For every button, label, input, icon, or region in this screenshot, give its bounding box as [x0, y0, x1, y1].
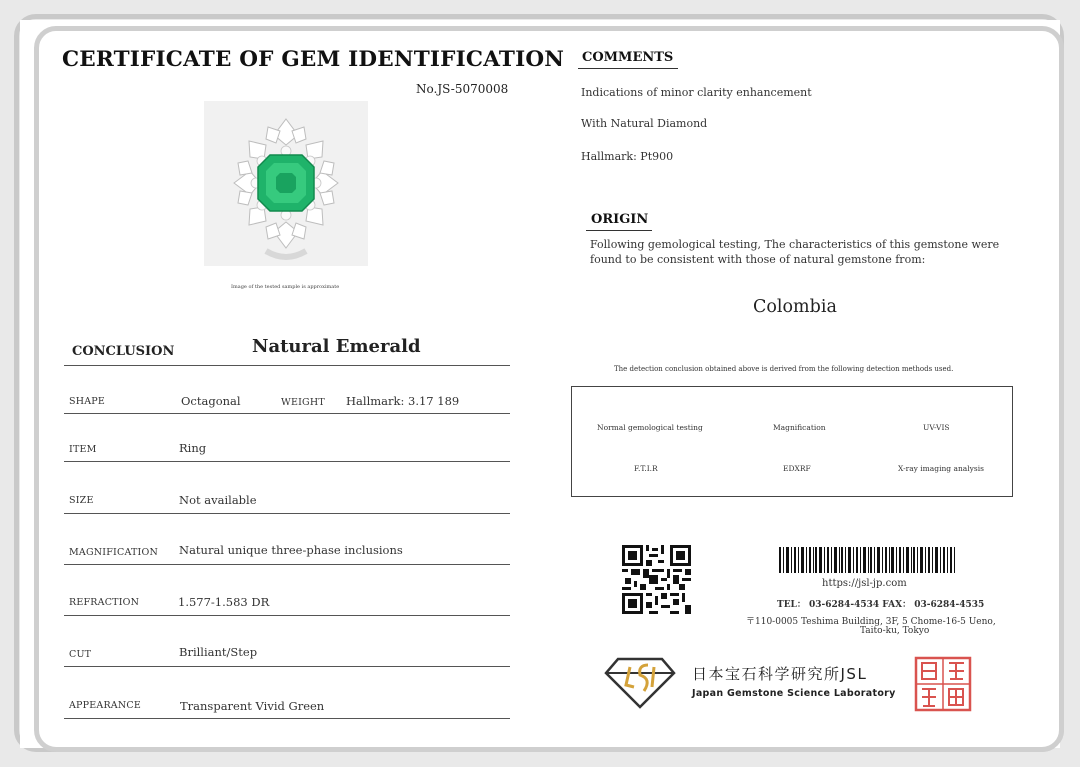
appearance-label: APPEARANCE — [69, 700, 141, 711]
divider — [64, 666, 510, 667]
qr-code[interactable] — [622, 545, 691, 614]
phone-fax: TEL： 03-6284-4534 FAX： 03-6284-4535 — [777, 600, 985, 610]
item-label: ITEM — [69, 444, 97, 455]
certificate-title: CERTIFICATE OF GEM IDENTIFICATION — [62, 47, 565, 72]
comments-heading: COMMENTS — [582, 50, 674, 65]
cut-value: Brilliant/Step — [179, 645, 258, 659]
divider — [64, 413, 510, 414]
magnification-value: Natural unique three-phase inclusions — [179, 543, 403, 557]
detection-note: The detection conclusion obtained above is derived from the following detection methods used. — [614, 365, 954, 373]
divider — [64, 461, 510, 462]
certificate-number: No.JS-5070008 — [416, 82, 509, 96]
website-link[interactable]: https://jsl-jp.com — [822, 578, 907, 589]
divider — [64, 564, 510, 565]
method-item: UV-VIS — [923, 423, 950, 432]
size-label: SIZE — [69, 495, 94, 506]
size-value: Not available — [179, 493, 257, 507]
divider — [64, 513, 510, 514]
shape-value: Octagonal — [181, 394, 241, 408]
detection-methods-box — [571, 386, 1013, 497]
comment-line: Indications of minor clarity enhancement — [581, 86, 812, 99]
ring-photo — [204, 101, 368, 266]
comment-line: Hallmark: Pt900 — [581, 150, 674, 163]
divider — [64, 615, 510, 616]
origin-text: Following gemological testing, The characteristics of this gemstone were — [590, 238, 1000, 251]
weight-value: Hallmark: 3.17 189 — [346, 394, 460, 408]
origin-heading: ORIGIN — [591, 212, 649, 227]
barcode — [779, 547, 955, 573]
refraction-label: REFRACTION — [69, 597, 140, 608]
magnification-label: MAGNIFICATION — [69, 547, 158, 558]
lab-name-jp: 日本宝石科学研究所JSL — [692, 665, 868, 683]
method-item: EDXRF — [783, 464, 811, 473]
lab-name-en: Japan Gemstone Science Laboratory — [692, 688, 896, 699]
shape-label: SHAPE — [69, 396, 105, 407]
seal-stamp — [914, 656, 972, 712]
origin-text: found to be consistent with those of natural gemstone from: — [590, 253, 926, 266]
divider — [64, 365, 510, 366]
cut-label: CUT — [69, 649, 92, 660]
address-line: 〒110-0005 Teshima Building, 3F, 5 Chome-16-5 Ueno, — [746, 617, 996, 627]
divider — [586, 230, 652, 231]
origin-country: Colombia — [753, 297, 837, 317]
method-item: Magnification — [773, 423, 826, 432]
appearance-value: Transparent Vivid Green — [180, 699, 325, 713]
method-item: X-ray imaging analysis — [898, 464, 984, 473]
divider — [578, 68, 678, 69]
comment-line: With Natural Diamond — [581, 117, 708, 130]
method-item: F.T.I.R — [634, 464, 658, 473]
divider — [64, 718, 510, 719]
jsl-logo — [604, 657, 676, 709]
method-item: Normal gemological testing — [597, 423, 703, 432]
item-value: Ring — [179, 441, 207, 455]
image-caption: Image of the tested sample is approximate — [231, 284, 340, 290]
address-line: Taito-ku, Tokyo — [860, 626, 930, 636]
conclusion-label: CONCLUSION — [72, 344, 175, 359]
refraction-value: 1.577-1.583 DR — [178, 595, 270, 609]
conclusion-value: Natural Emerald — [252, 336, 421, 357]
weight-label: WEIGHT — [281, 397, 325, 408]
